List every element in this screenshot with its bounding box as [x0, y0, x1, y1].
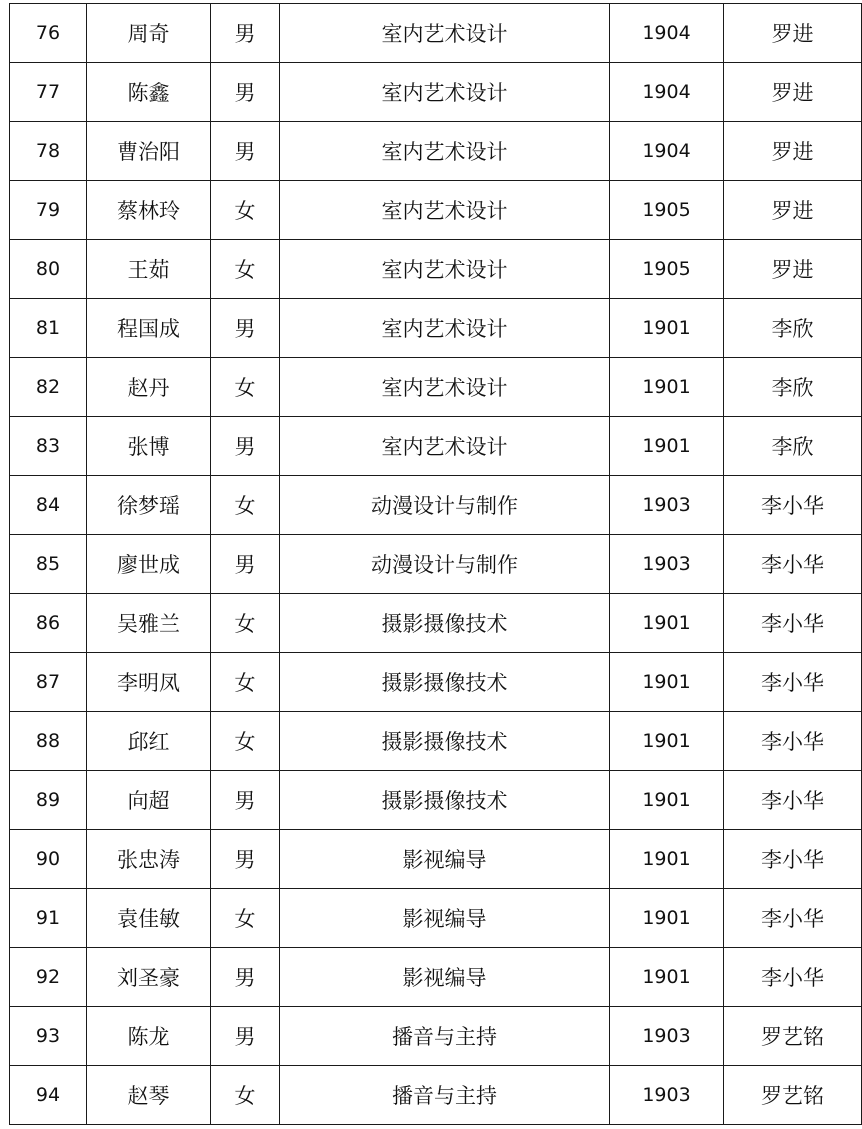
table-row	[10, 122, 862, 181]
table-row	[10, 417, 862, 476]
major-cell: 影视编导	[280, 889, 610, 948]
row-number-cell: 89	[10, 771, 87, 830]
major-cell: 室内艺术设计	[280, 417, 610, 476]
major-cell: 摄影摄像技术	[280, 653, 610, 712]
teacher-cell: 罗进	[724, 240, 862, 299]
table-row	[10, 594, 862, 653]
teacher-cell: 罗进	[724, 4, 862, 63]
row-number-cell: 87	[10, 653, 87, 712]
teacher-cell: 罗进	[724, 181, 862, 240]
teacher-cell: 罗进	[724, 63, 862, 122]
class-cell: 1901	[610, 948, 724, 1007]
class-cell: 1903	[610, 535, 724, 594]
major-cell: 摄影摄像技术	[280, 594, 610, 653]
row-number-cell: 85	[10, 535, 87, 594]
table-row	[10, 63, 862, 122]
student-name-cell: 陈鑫	[87, 63, 211, 122]
row-number-cell: 77	[10, 63, 87, 122]
gender-cell: 女	[211, 653, 280, 712]
major-cell: 室内艺术设计	[280, 63, 610, 122]
major-cell: 室内艺术设计	[280, 358, 610, 417]
teacher-cell: 罗艺铭	[724, 1007, 862, 1066]
major-cell: 动漫设计与制作	[280, 535, 610, 594]
gender-cell: 男	[211, 948, 280, 1007]
student-name-cell: 周奇	[87, 4, 211, 63]
roster-body	[10, 4, 862, 1125]
table-row	[10, 948, 862, 1007]
table-row	[10, 476, 862, 535]
major-cell: 摄影摄像技术	[280, 712, 610, 771]
major-cell: 影视编导	[280, 830, 610, 889]
table-row	[10, 889, 862, 948]
row-number-cell: 79	[10, 181, 87, 240]
major-cell: 摄影摄像技术	[280, 771, 610, 830]
teacher-cell: 李欣	[724, 299, 862, 358]
major-cell: 室内艺术设计	[280, 4, 610, 63]
table-row	[10, 358, 862, 417]
student-name-cell: 王茹	[87, 240, 211, 299]
major-cell: 影视编导	[280, 948, 610, 1007]
student-name-cell: 吴雅兰	[87, 594, 211, 653]
gender-cell: 男	[211, 63, 280, 122]
student-name-cell: 陈龙	[87, 1007, 211, 1066]
class-cell: 1901	[610, 594, 724, 653]
class-cell: 1901	[610, 417, 724, 476]
major-cell: 播音与主持	[280, 1066, 610, 1125]
teacher-cell: 李欣	[724, 358, 862, 417]
student-name-cell: 李明凤	[87, 653, 211, 712]
teacher-cell: 李小华	[724, 889, 862, 948]
student-name-cell: 徐梦瑶	[87, 476, 211, 535]
teacher-cell: 李小华	[724, 948, 862, 1007]
row-number-cell: 91	[10, 889, 87, 948]
student-name-cell: 邱红	[87, 712, 211, 771]
row-number-cell: 83	[10, 417, 87, 476]
major-cell: 室内艺术设计	[280, 240, 610, 299]
major-cell: 室内艺术设计	[280, 299, 610, 358]
teacher-cell: 罗进	[724, 122, 862, 181]
row-number-cell: 82	[10, 358, 87, 417]
student-name-cell: 曹治阳	[87, 122, 211, 181]
class-cell: 1901	[610, 830, 724, 889]
class-cell: 1904	[610, 63, 724, 122]
table-row	[10, 4, 862, 63]
class-cell: 1903	[610, 1007, 724, 1066]
gender-cell: 女	[211, 1066, 280, 1125]
student-name-cell: 张忠涛	[87, 830, 211, 889]
class-cell: 1903	[610, 476, 724, 535]
teacher-cell: 李欣	[724, 417, 862, 476]
row-number-cell: 86	[10, 594, 87, 653]
teacher-cell: 李小华	[724, 830, 862, 889]
teacher-cell: 李小华	[724, 653, 862, 712]
gender-cell: 男	[211, 771, 280, 830]
class-cell: 1904	[610, 4, 724, 63]
gender-cell: 女	[211, 594, 280, 653]
student-name-cell: 袁佳敏	[87, 889, 211, 948]
student-name-cell: 赵丹	[87, 358, 211, 417]
student-name-cell: 蔡林玲	[87, 181, 211, 240]
gender-cell: 女	[211, 181, 280, 240]
row-number-cell: 92	[10, 948, 87, 1007]
table-row	[10, 181, 862, 240]
student-name-cell: 刘圣豪	[87, 948, 211, 1007]
table-row	[10, 299, 862, 358]
student-name-cell: 廖世成	[87, 535, 211, 594]
class-cell: 1905	[610, 240, 724, 299]
table-row	[10, 535, 862, 594]
table-row	[10, 240, 862, 299]
gender-cell: 男	[211, 417, 280, 476]
row-number-cell: 88	[10, 712, 87, 771]
major-cell: 室内艺术设计	[280, 181, 610, 240]
teacher-cell: 李小华	[724, 771, 862, 830]
table-row	[10, 771, 862, 830]
teacher-cell: 罗艺铭	[724, 1066, 862, 1125]
gender-cell: 女	[211, 476, 280, 535]
gender-cell: 女	[211, 358, 280, 417]
table-row	[10, 712, 862, 771]
student-name-cell: 张博	[87, 417, 211, 476]
row-number-cell: 76	[10, 4, 87, 63]
teacher-cell: 李小华	[724, 535, 862, 594]
table-row	[10, 653, 862, 712]
row-number-cell: 80	[10, 240, 87, 299]
student-name-cell: 向超	[87, 771, 211, 830]
class-cell: 1901	[610, 712, 724, 771]
teacher-cell: 李小华	[724, 712, 862, 771]
class-cell: 1901	[610, 653, 724, 712]
gender-cell: 男	[211, 122, 280, 181]
class-cell: 1901	[610, 358, 724, 417]
class-cell: 1901	[610, 889, 724, 948]
table-row	[10, 1007, 862, 1066]
student-name-cell: 赵琴	[87, 1066, 211, 1125]
gender-cell: 女	[211, 889, 280, 948]
class-cell: 1901	[610, 771, 724, 830]
major-cell: 播音与主持	[280, 1007, 610, 1066]
table-row	[10, 1066, 862, 1125]
gender-cell: 男	[211, 830, 280, 889]
gender-cell: 女	[211, 712, 280, 771]
gender-cell: 男	[211, 1007, 280, 1066]
gender-cell: 女	[211, 240, 280, 299]
teacher-cell: 李小华	[724, 476, 862, 535]
teacher-cell: 李小华	[724, 594, 862, 653]
class-cell: 1904	[610, 122, 724, 181]
gender-cell: 男	[211, 535, 280, 594]
student-roster-sheet	[9, 3, 824, 1126]
major-cell: 室内艺术设计	[280, 122, 610, 181]
class-cell: 1905	[610, 181, 724, 240]
row-number-cell: 93	[10, 1007, 87, 1066]
row-number-cell: 84	[10, 476, 87, 535]
gender-cell: 男	[211, 4, 280, 63]
major-cell: 动漫设计与制作	[280, 476, 610, 535]
row-number-cell: 94	[10, 1066, 87, 1125]
row-number-cell: 78	[10, 122, 87, 181]
class-cell: 1903	[610, 1066, 724, 1125]
row-number-cell: 81	[10, 299, 87, 358]
gender-cell: 男	[211, 299, 280, 358]
class-cell: 1901	[610, 299, 724, 358]
row-number-cell: 90	[10, 830, 87, 889]
student-roster-table	[9, 3, 862, 1125]
student-name-cell: 程国成	[87, 299, 211, 358]
table-row	[10, 830, 862, 889]
